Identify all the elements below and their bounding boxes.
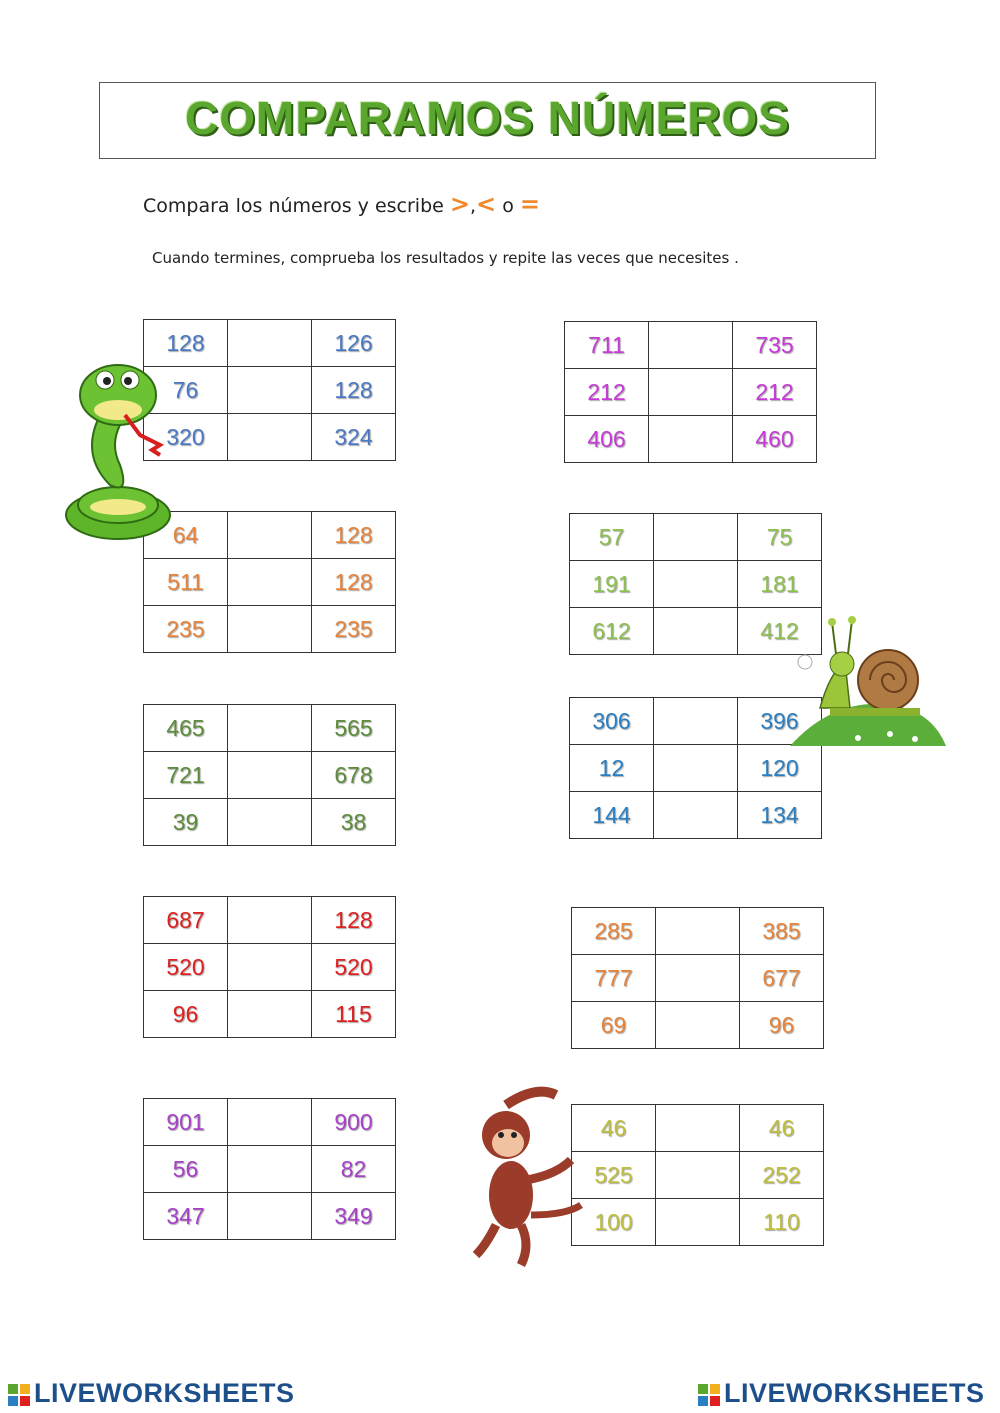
table-row xyxy=(570,514,822,561)
right-number: 349 xyxy=(312,1193,396,1240)
left-number: 711 xyxy=(565,322,649,369)
table-row xyxy=(144,606,396,653)
answer-cell[interactable] xyxy=(228,367,312,414)
right-number: 120 xyxy=(738,745,822,792)
answer-cell[interactable] xyxy=(649,416,733,463)
liveworksheets-logo-icon-right xyxy=(698,1384,720,1406)
answer-cell[interactable] xyxy=(656,1152,740,1199)
left-number: 777 xyxy=(572,955,656,1002)
left-number: 96 xyxy=(144,991,228,1038)
right-number: 128 xyxy=(312,897,396,944)
right-number: 324 xyxy=(312,414,396,461)
table-row xyxy=(565,322,817,369)
answer-cell[interactable] xyxy=(228,752,312,799)
right-number: 96 xyxy=(740,1002,824,1049)
answer-cell[interactable] xyxy=(649,369,733,416)
left-number: 721 xyxy=(144,752,228,799)
left-number: 12 xyxy=(570,745,654,792)
less-than-symbol: < xyxy=(476,190,497,218)
left-number: 511 xyxy=(144,559,228,606)
table-row xyxy=(144,991,396,1038)
right-number: 396 xyxy=(738,698,822,745)
table-row xyxy=(572,908,824,955)
answer-cell[interactable] xyxy=(656,1002,740,1049)
right-number: 565 xyxy=(312,705,396,752)
brand-right: LIVEWORKSHEETS xyxy=(724,1378,985,1408)
or-word: o xyxy=(496,195,520,217)
answer-cell[interactable] xyxy=(228,897,312,944)
right-number: 46 xyxy=(740,1105,824,1152)
right-number: 128 xyxy=(312,559,396,606)
snake-illustration xyxy=(60,355,180,545)
right-number: 115 xyxy=(312,991,396,1038)
answer-cell[interactable] xyxy=(654,608,738,655)
table-row xyxy=(572,1199,824,1246)
right-number: 128 xyxy=(312,367,396,414)
right-number: 134 xyxy=(738,792,822,839)
brand-left: LIVEWORKSHEETS xyxy=(34,1378,295,1408)
answer-cell[interactable] xyxy=(228,1146,312,1193)
table-row xyxy=(144,752,396,799)
answer-cell[interactable] xyxy=(228,944,312,991)
right-number: 900 xyxy=(312,1099,396,1146)
right-number: 412 xyxy=(738,608,822,655)
title-box xyxy=(99,82,876,159)
answer-cell[interactable] xyxy=(656,908,740,955)
greater-than-symbol: > xyxy=(449,190,470,218)
table-row xyxy=(572,955,824,1002)
left-number: 69 xyxy=(572,1002,656,1049)
right-number: 520 xyxy=(312,944,396,991)
right-number: 252 xyxy=(740,1152,824,1199)
left-number: 687 xyxy=(144,897,228,944)
left-number: 64 xyxy=(144,512,228,559)
answer-cell[interactable] xyxy=(228,606,312,653)
left-number: 525 xyxy=(572,1152,656,1199)
table-row xyxy=(570,608,822,655)
right-number: 181 xyxy=(738,561,822,608)
table-row xyxy=(144,705,396,752)
table-row xyxy=(572,1152,824,1199)
left-number: 285 xyxy=(572,908,656,955)
compare-table-1 xyxy=(143,319,396,461)
table-row xyxy=(570,745,822,792)
right-number: 235 xyxy=(312,606,396,653)
table-row xyxy=(144,1099,396,1146)
right-number: 677 xyxy=(740,955,824,1002)
equals-symbol: = xyxy=(519,190,540,218)
left-number: 144 xyxy=(570,792,654,839)
right-number: 110 xyxy=(740,1199,824,1246)
table-row xyxy=(144,944,396,991)
compare-table-5 xyxy=(143,1098,396,1240)
answer-cell[interactable] xyxy=(228,512,312,559)
left-number: 57 xyxy=(570,514,654,561)
sub-instruction: Cuando termines, comprueba los resultados y repite las veces que necesites . xyxy=(152,249,739,267)
answer-cell[interactable] xyxy=(228,559,312,606)
answer-cell[interactable] xyxy=(228,320,312,367)
right-number: 75 xyxy=(738,514,822,561)
left-number: 191 xyxy=(570,561,654,608)
left-number: 520 xyxy=(144,944,228,991)
table-row xyxy=(144,897,396,944)
answer-cell[interactable] xyxy=(654,745,738,792)
compare-table-8 xyxy=(569,697,822,839)
table-row xyxy=(565,369,817,416)
compare-table-4 xyxy=(143,896,396,1038)
table-row xyxy=(572,1105,824,1152)
left-number: 406 xyxy=(565,416,649,463)
table-row xyxy=(570,792,822,839)
left-number: 39 xyxy=(144,799,228,846)
left-number: 46 xyxy=(572,1105,656,1152)
table-row xyxy=(144,512,396,559)
left-number: 612 xyxy=(570,608,654,655)
liveworksheets-logo-icon xyxy=(8,1384,30,1406)
right-number: 735 xyxy=(733,322,817,369)
compare-table-10 xyxy=(571,1104,824,1246)
table-row xyxy=(144,559,396,606)
left-number: 320 xyxy=(144,414,228,461)
answer-cell[interactable] xyxy=(656,1199,740,1246)
right-number: 212 xyxy=(733,369,817,416)
right-number: 678 xyxy=(312,752,396,799)
page-title: COMPARAMOS NÚMEROS xyxy=(185,92,790,144)
table-row xyxy=(144,1146,396,1193)
answer-cell[interactable] xyxy=(228,705,312,752)
table-row xyxy=(570,698,822,745)
answer-cell[interactable] xyxy=(228,799,312,846)
compare-table-6 xyxy=(564,321,817,463)
table-row xyxy=(565,416,817,463)
comma: , xyxy=(470,195,477,217)
answer-cell[interactable] xyxy=(654,792,738,839)
table-row xyxy=(144,1193,396,1240)
left-number: 128 xyxy=(144,320,228,367)
monkey-illustration xyxy=(466,1085,591,1270)
answer-cell[interactable] xyxy=(656,1105,740,1152)
answer-cell[interactable] xyxy=(228,1193,312,1240)
answer-cell[interactable] xyxy=(228,1099,312,1146)
right-number: 126 xyxy=(312,320,396,367)
answer-cell[interactable] xyxy=(656,955,740,1002)
answer-cell[interactable] xyxy=(654,514,738,561)
table-row xyxy=(570,561,822,608)
left-number: 212 xyxy=(565,369,649,416)
left-number: 56 xyxy=(144,1146,228,1193)
table-row xyxy=(572,1002,824,1049)
table-row xyxy=(144,799,396,846)
answer-cell[interactable] xyxy=(654,698,738,745)
left-number: 306 xyxy=(570,698,654,745)
compare-table-3 xyxy=(143,704,396,846)
left-number: 347 xyxy=(144,1193,228,1240)
instruction-text: Compara los números y escribe xyxy=(143,195,450,217)
left-number: 465 xyxy=(144,705,228,752)
compare-table-2 xyxy=(143,511,396,653)
compare-table-9 xyxy=(571,907,824,1049)
answer-cell[interactable] xyxy=(654,561,738,608)
right-number: 128 xyxy=(312,512,396,559)
right-number: 460 xyxy=(733,416,817,463)
right-number: 385 xyxy=(740,908,824,955)
answer-cell[interactable] xyxy=(228,414,312,461)
left-number: 901 xyxy=(144,1099,228,1146)
compare-table-7 xyxy=(569,513,822,655)
left-number: 100 xyxy=(572,1199,656,1246)
table-row xyxy=(144,367,396,414)
snail-illustration xyxy=(790,612,948,748)
table-row xyxy=(144,414,396,461)
table-row xyxy=(144,320,396,367)
right-number: 38 xyxy=(312,799,396,846)
right-number: 82 xyxy=(312,1146,396,1193)
answer-cell[interactable] xyxy=(649,322,733,369)
left-number: 76 xyxy=(144,367,228,414)
answer-cell[interactable] xyxy=(228,991,312,1038)
left-number: 235 xyxy=(144,606,228,653)
instruction xyxy=(143,190,540,218)
